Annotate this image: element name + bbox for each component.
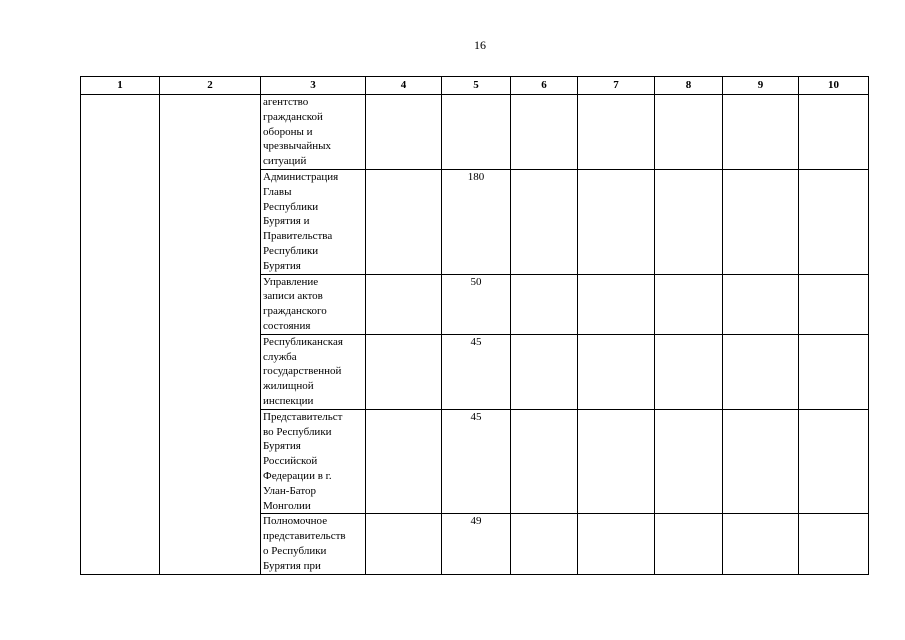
column-header-1: 1 [81, 77, 160, 95]
cell-col7 [578, 409, 655, 514]
column-header-2: 2 [160, 77, 261, 95]
cell-organization: Полномочное представительств о Республики Бурятия при [261, 514, 366, 574]
cell-col9 [723, 274, 799, 334]
cell-col7 [578, 169, 655, 274]
cell-col6 [511, 409, 578, 514]
cell-value [442, 95, 511, 170]
cell-col8 [655, 514, 723, 574]
cell-col6 [511, 95, 578, 170]
cell-col10 [799, 274, 869, 334]
cell-col8 [655, 274, 723, 334]
column-header-4: 4 [366, 77, 442, 95]
column-header-9: 9 [723, 77, 799, 95]
column-header-5: 5 [442, 77, 511, 95]
cell-value: 180 [442, 169, 511, 274]
cell-col10 [799, 514, 869, 574]
column-header-10: 10 [799, 77, 869, 95]
cell-organization: Управление записи актов гражданского состояния [261, 274, 366, 334]
cell-col7 [578, 334, 655, 409]
cell-col4 [366, 274, 442, 334]
cell-organization: агентство гражданской обороны и чрезвычайных ситуаций [261, 95, 366, 170]
cell-col4 [366, 334, 442, 409]
cell-col9 [723, 514, 799, 574]
cell-col8 [655, 95, 723, 170]
cell-col10 [799, 409, 869, 514]
cell-col7 [578, 274, 655, 334]
cell-organization: Республиканская служба государственной жилищной инспекции [261, 334, 366, 409]
cell-col2 [160, 95, 261, 575]
cell-col8 [655, 334, 723, 409]
cell-col10 [799, 334, 869, 409]
cell-organization: Представительст во Республики Бурятия Российской Федерации в г. Улан-Батор Монголии [261, 409, 366, 514]
cell-col8 [655, 409, 723, 514]
cell-value: 45 [442, 409, 511, 514]
column-header-3: 3 [261, 77, 366, 95]
cell-value: 49 [442, 514, 511, 574]
cell-col1 [81, 95, 160, 575]
header-row [81, 77, 869, 95]
column-header-8: 8 [655, 77, 723, 95]
cell-col9 [723, 334, 799, 409]
cell-col4 [366, 169, 442, 274]
cell-col9 [723, 409, 799, 514]
column-header-6: 6 [511, 77, 578, 95]
cell-col7 [578, 514, 655, 574]
cell-col4 [366, 514, 442, 574]
cell-col6 [511, 274, 578, 334]
cell-col9 [723, 169, 799, 274]
cell-col6 [511, 169, 578, 274]
cell-col4 [366, 95, 442, 170]
page-number: 16 [474, 38, 486, 52]
cell-col7 [578, 95, 655, 170]
cell-col8 [655, 169, 723, 274]
cell-col10 [799, 169, 869, 274]
cell-col4 [366, 409, 442, 514]
column-header-7: 7 [578, 77, 655, 95]
cell-value: 50 [442, 274, 511, 334]
cell-col6 [511, 334, 578, 409]
cell-col10 [799, 95, 869, 170]
cell-organization: Администрация Главы Республики Бурятия и Правительства Республики Бурятия [261, 169, 366, 274]
data-table [80, 76, 869, 575]
cell-col6 [511, 514, 578, 574]
cell-value: 45 [442, 334, 511, 409]
table-row [81, 95, 869, 170]
cell-col9 [723, 95, 799, 170]
